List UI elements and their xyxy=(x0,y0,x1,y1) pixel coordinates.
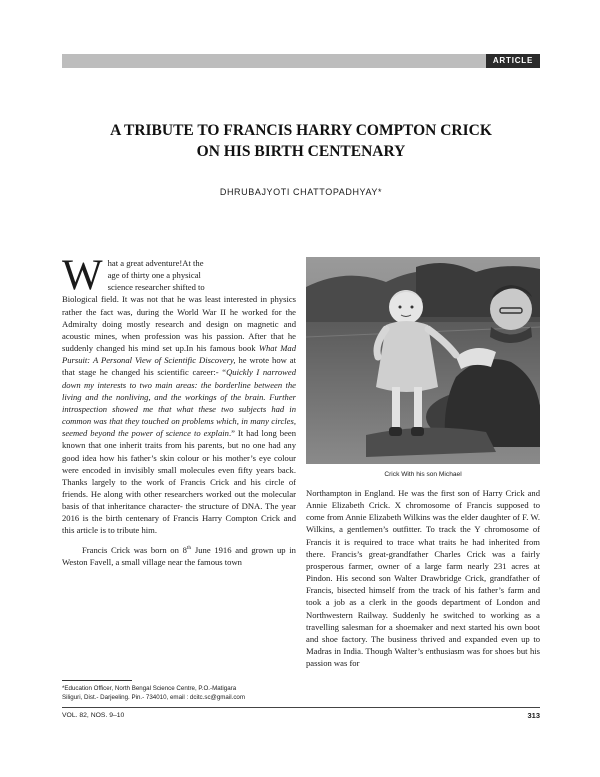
title-line-1: A TRIBUTE TO FRANCIS HARRY COMPTON CRICK xyxy=(110,122,492,139)
article-title xyxy=(62,120,540,162)
author-footnote xyxy=(62,684,300,702)
footnote-line: *Education Officer, North Bengal Science Centre, P.O.-Matigara xyxy=(62,685,237,692)
intro-line: science researcher shifted to xyxy=(107,282,205,293)
paragraph-1 xyxy=(62,252,296,537)
page-number: 313 xyxy=(527,711,540,720)
paragraph-2 xyxy=(62,542,296,568)
title-line-2: ON HIS BIRTH CENTENARY xyxy=(196,143,406,160)
volume-info: VOL. 82, NOS. 9–10 xyxy=(62,712,125,719)
footnote-divider xyxy=(62,680,132,681)
right-column xyxy=(306,487,540,669)
paragraph-text: June 1916 and grown up in Weston Favell, a small village near the famous town xyxy=(62,544,296,567)
paragraph-text: Biological field. It was not that he was least interested in physics rather the fact was, during the World War II he worked for the Admiralty doing mostly research and design on magnetic and acoustic mines, when profession was his passion. After that he suddenly changed his mind set up.In his famous book xyxy=(62,294,296,354)
drop-cap: W xyxy=(62,252,103,299)
paragraph-text: Francis Crick was born on 8 xyxy=(82,544,187,555)
paragraph-3: Northampton in England. He was the first son of Harry Crick and Annie Elizabeth Crick. X chromosome of Francis supposed to come from Annie Elizabeth Wilkins was the elder daughter of F. W. Wilkins, a gentlemen’s outfitter. To track the Y chromosome of Francis it is required to trace what traits he had inherited from there. Francis’s great-grandfather Charles Crick was a fairly prosperous farmer, owner of a large farm nearly 231 acres at Pindon. His second son Walter Drawbridge Crick, grandfather of Francis, bisected himself from the track of his father’s farm and took a job as a clerk in the goods department of London and Northwestern Railway. Suddenly he switched to working as a travelling salesman for a shoemaker and next started his own boot and shoe factory. The business thrived and expanded even up to Madras in India. Though Walter’s enthusiasm was for shoes but his passion was for xyxy=(306,488,540,669)
footer-divider xyxy=(62,707,540,708)
crick-photo xyxy=(306,257,540,464)
author-name: DHRUBAJYOTI CHATTOPADHYAY* xyxy=(219,187,383,197)
book-title: What Mad Pursuit: A Personal View of Scientific Discovery, xyxy=(62,343,296,366)
intro-line: age of thirty one a physical xyxy=(107,270,201,281)
photo-caption: Crick With his son Michael xyxy=(384,471,462,478)
photo-illustration xyxy=(306,257,540,464)
ordinal-suffix: th xyxy=(186,544,192,551)
footnote-line: Siliguri, Dist.- Darjeeling. Pin.- 734010, email : dcitc.sc@gmail.com xyxy=(62,694,246,701)
section-header-bar xyxy=(62,54,540,68)
crick-quote: Quickly I narrowed down my interests to two main areas: the borderline between the living and the nonliving, and the workings of the brain. Further introspection showed me that what these two subjects had in common was that they touched on problems which, in many circles, seemed beyond the power of science to explain xyxy=(62,367,296,439)
paragraph-text: he wrote how at that stage he changed his scientific career:- “ xyxy=(62,355,296,378)
paragraph-text: .” It had long been known that one inherit traits from his parents, but no one had any good idea how his father’s skin colour or his mother’s eye colour were encoded in invisibly small molecules even fifty years back. Thanks largely to the work of Francis Crick and his circle of friends. He along with other researchers worked out the molecular basis of that inheritance character- the structure of DNA. The year 2016 is the birth centenary of Francis Harry Compton Crick and this article is to tribute him. xyxy=(62,428,296,536)
section-tag: ARTICLE xyxy=(486,54,540,68)
left-column xyxy=(62,252,296,568)
intro-line: hat a great adventure!At the xyxy=(107,258,204,268)
